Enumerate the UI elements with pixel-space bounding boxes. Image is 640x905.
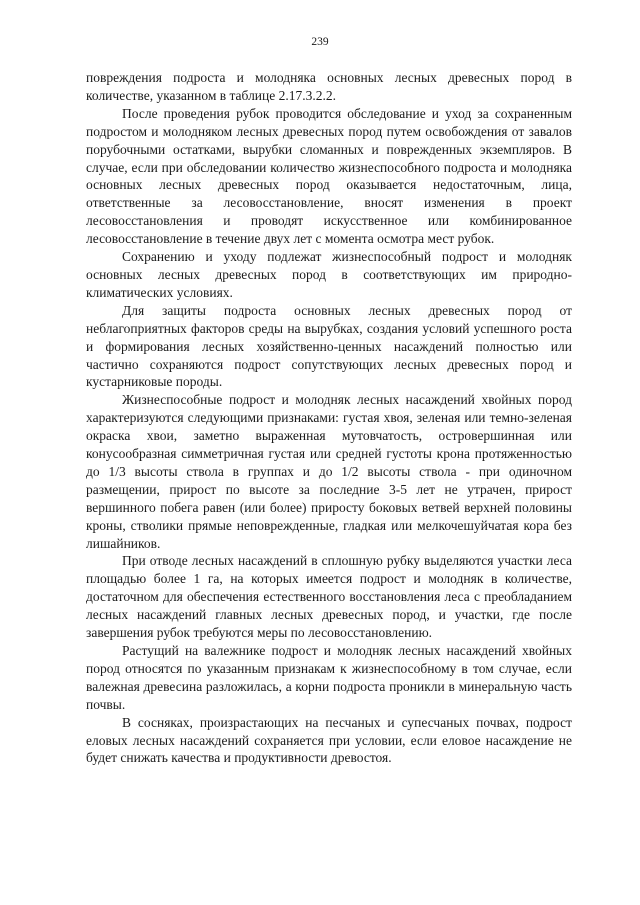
page-number: 239 [311,36,329,48]
paragraph-2: После проведения рубок проводится обследование и уход за сохраненным подростом и молодняком лесных древесных пород путем освобождения от завалов порубочными остатками, вырубки сломанных и поврежденных экземпляров. В случае, если при обследовании количество жизнеспособного подроста и молодняка основных лесных древесных пород оказывается недостаточным, лица, ответственные за лесовосстановление, вносят изменения в проект лесовосстановления и проводят искусственное или комбинированное лесовосстановление в течение двух лет с момента осмотра мест рубок. [86,105,572,247]
paragraph-7: Растущий на валежнике подрост и молодняк лесных насаждений хвойных пород относятся по указанным признакам к жизнеспособному в том случае, если валежная древесина разложилась, а корни подроста проникли в минеральную часть почвы. [86,643,572,712]
paragraph-3: Сохранению и уходу подлежат жизнеспособный подрост и молодняк основных лесных древесных пород в соответствующих им природно-климатических условиях. [86,249,572,300]
paragraph-5: Жизнеспособные подрост и молодняк лесных насаждений хвойных пород характеризуются следующими признаками: густая хвоя, зеленая или темно-зеленая окраска хвои, заметно выраженная мутовчатость, островершинная или конусообразная симметричная густая или средней густоты крона протяженностью до 1/3 высоты ствола в группах и до 1/2 высоты ствола - при одиночном размещении, прирост по высоте за последние 3-5 лет не утрачен, прирост вершинного побега равен (или более) приросту боковых ветвей верхней половины кроны, стволики прямые неповрежденные, гладкая или мелкочешуйчатая кора без лишайников. [86,392,572,551]
paragraph-6: При отводе лесных насаждений в сплошную рубку выделяются участки леса площадью более 1 га, на которых имеется подрост и молодняк в количестве, достаточном для обеспечения естественного восстановления леса с преобладанием лесных насаждений главных лесных древесных пород, и участки, где после завершения рубок требуются меры по лесовосстановлению. [86,553,572,641]
body-text [86,69,572,767]
paragraph-4: Для защиты подроста основных лесных древесных пород от неблагоприятных факторов среды на вырубках, создания условий успешного роста и формирования лесных хозяйственно-ценных насаждений полностью или частично сохраняются подрост сопутствующих лесных древесных пород и кустарниковые породы. [86,302,572,390]
paragraph-8: В сосняках, произрастающих на песчаных и супесчаных почвах, подрост еловых лесных насаждений сохраняется при условии, если еловое насаждение не будет снижать качества и продуктивности древостоя. [86,714,572,766]
paragraph-1: повреждения подроста и молодняка основных лесных древесных пород в количестве, указанном в таблице 2.17.3.2.2. [86,70,572,103]
